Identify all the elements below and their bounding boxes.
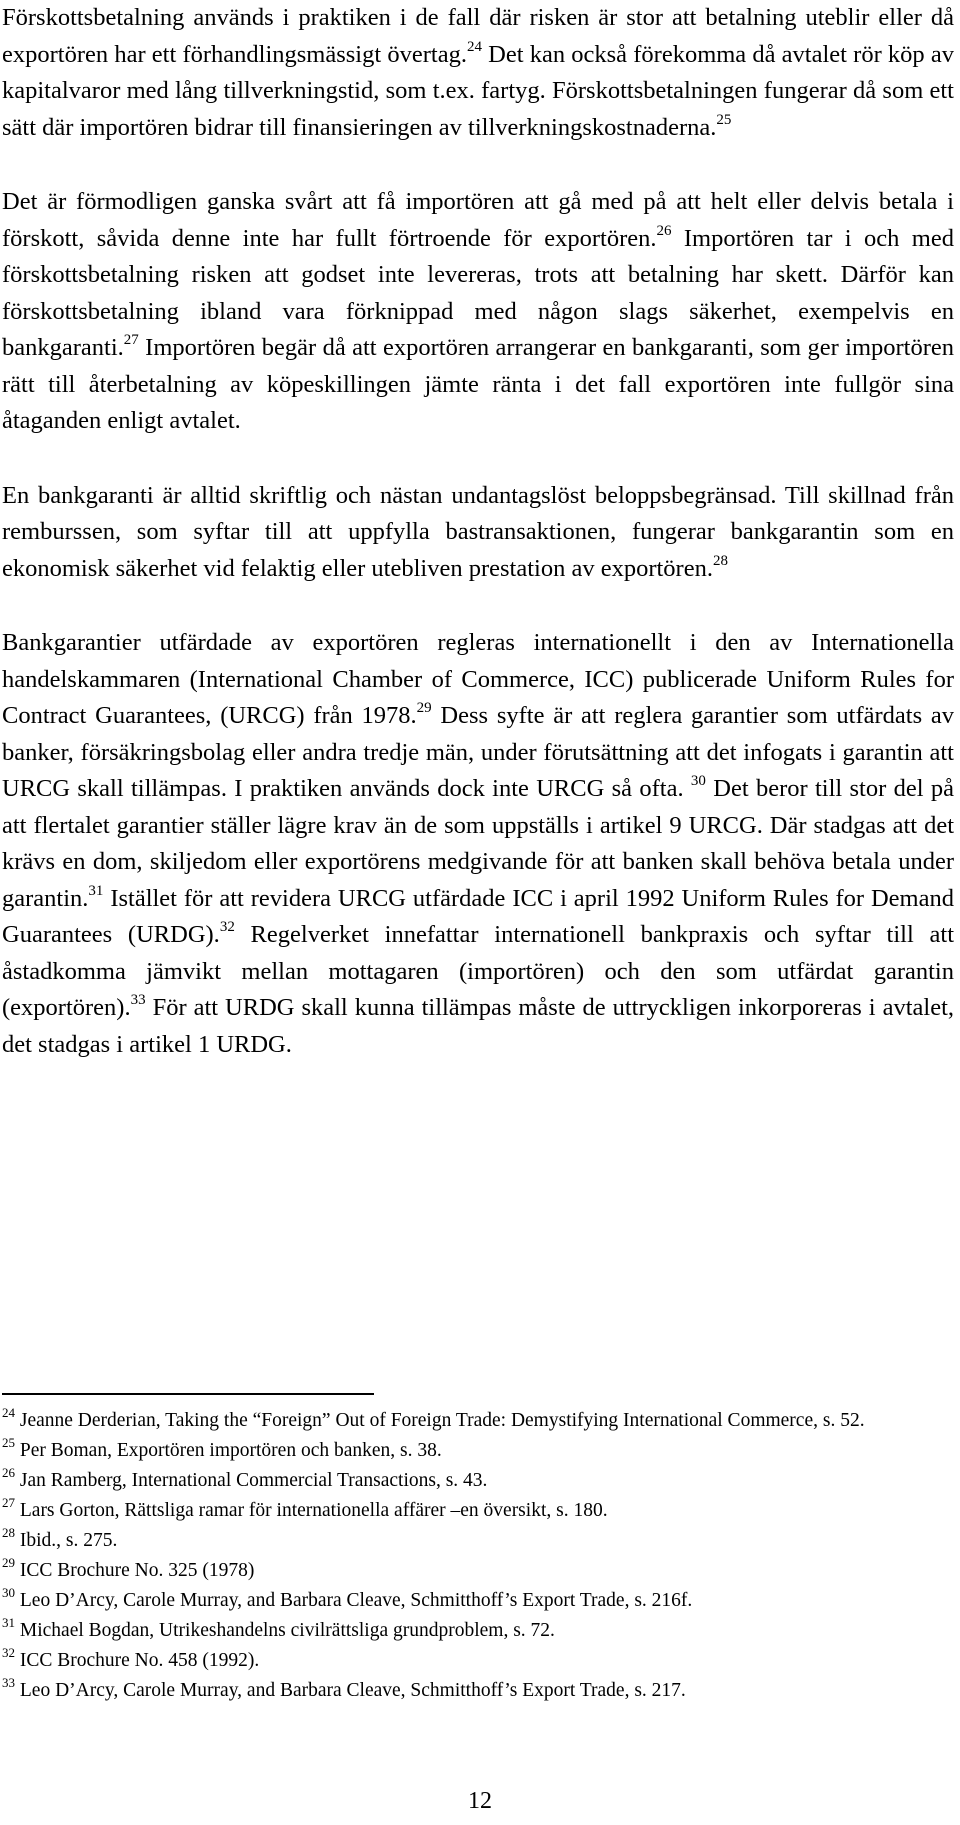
footnote-number: 30 xyxy=(2,1585,15,1600)
footnote-text: Per Boman, Exportören importören och banken, s. 38. xyxy=(15,1440,442,1461)
footnote-number: 33 xyxy=(2,1675,15,1690)
paragraph-text: För att URDG skall kunna tillämpas måste de uttryckligen inkorporeras i avtalet, det stadgas i artikel 1 URDG. xyxy=(2,994,954,1058)
paragraph-text: Bankgarantier utfärdade av exportören regleras internationellt i den av Internationella handelskammaren (International Chamber of Commerce, ICC) publicerade Uniform Rules for Contract Guarantees, (URCG) från 1978. xyxy=(2,629,954,729)
footnote-reference: 31 xyxy=(88,882,104,899)
footnote-text: Ibid., s. 275. xyxy=(15,1530,118,1551)
footnote xyxy=(2,1646,954,1676)
footnote-text: Michael Bogdan, Utrikeshandelns civilrättsliga grundproblem, s. 72. xyxy=(15,1620,555,1641)
footnote xyxy=(2,1526,954,1556)
footnote-text: ICC Brochure No. 325 (1978) xyxy=(15,1560,255,1581)
footnote-number: 31 xyxy=(2,1615,15,1630)
footnote-number: 26 xyxy=(2,1465,15,1480)
footnote-number: 24 xyxy=(2,1405,15,1420)
footnote-reference: 24 xyxy=(466,38,482,55)
footnote xyxy=(2,1436,954,1466)
footnote-divider xyxy=(2,1393,374,1395)
footnote-number: 29 xyxy=(2,1555,15,1570)
footnote-number: 28 xyxy=(2,1525,15,1540)
body-paragraph xyxy=(2,625,954,1063)
footnote-reference: 28 xyxy=(712,552,728,569)
footnote-reference: 27 xyxy=(123,332,139,348)
footnote-text: Jeanne Derderian, Taking the “Foreign” Out of Foreign Trade: Demystifying International Commerce, s. 52. xyxy=(15,1410,865,1431)
footnote-reference: 29 xyxy=(416,700,432,716)
footnote-number: 25 xyxy=(2,1435,15,1450)
paragraph-text: Importören tar i och med förskottsbetalning risken att godset inte levereras, trots att betalning har skett. Därför kan förskottsbetalning ibland vara förknippad med någon slags säkerhet, exempelvis en bankgaranti. xyxy=(2,224,954,361)
footnote xyxy=(2,1466,954,1496)
footnote xyxy=(2,1616,954,1646)
body-text xyxy=(2,0,954,1101)
footnote-text: ICC Brochure No. 458 (1992). xyxy=(15,1650,260,1671)
footnote-number: 32 xyxy=(2,1645,15,1660)
footnote-reference: 32 xyxy=(219,919,235,935)
body-paragraph xyxy=(2,184,954,440)
paragraph-text: Importören begär då att exportören arrangerar en bankgaranti, som ger importören rätt till återbetalning av köpeskillingen jämte ränta i det fall exportören inte fullgör sina åtaganden enligt avtalet. xyxy=(2,334,954,434)
paragraph-text: Regelverket innefattar internationell bankpraxis och syftar till att åstadkomma jämvikt mellan mottagaren (importören) och den som utfärdat garantin (exportören). xyxy=(2,921,955,1021)
footnote-reference: 25 xyxy=(716,111,732,128)
footnote-reference: 33 xyxy=(130,992,146,1008)
footnote xyxy=(2,1586,954,1616)
footnote-text: Lars Gorton, Rättsliga ramar för internationella affärer –en översikt, s. 180. xyxy=(15,1500,608,1521)
body-paragraph xyxy=(2,478,954,588)
paragraph-text: Dess syfte är att reglera garantier som utfärdats av banker, försäkringsbolag eller andra tredje män, under förutsättning att det infogats i garantin att URCG skall tillämpas. I praktiken används dock inte URCG så ofta. xyxy=(2,702,954,802)
footnote-reference: 26 xyxy=(656,222,672,239)
footnote-reference: 30 xyxy=(690,773,706,789)
footnote-text: Jan Ramberg, International Commercial Transactions, s. 43. xyxy=(15,1470,488,1491)
paragraph-text: En bankgaranti är alltid skriftlig och nästan undantagslöst beloppsbegränsad. Till skillnad från remburssen, som syftar till att uppfylla bastransaktionen, fungerar bankgarantin som en ekonomisk säkerhet vid felaktig eller utebliven prestation av exportören. xyxy=(2,481,954,582)
paragraph-text: Det är förmodligen ganska svårt att få importören att gå med på att helt eller delvis betala i förskott, såvida denne inte har fullt förtroende för exportören. xyxy=(2,188,954,252)
footnote-number: 27 xyxy=(2,1495,15,1510)
paragraph-text: Istället för att revidera URCG utfärdade ICC i april 1992 Uniform Rules for Demand Guarantees (URDG). xyxy=(2,884,954,948)
footnote xyxy=(2,1676,954,1706)
footnotes-section xyxy=(2,1406,954,1706)
paragraph-text: Det kan också förekomma då avtalet rör köp av kapitalvaror med lång tillverkningstid, som t.ex. fartyg. Förskottsbetalningen fungerar då som ett sätt där importören bidrar till finansieringen av tillverkningskostnaderna. xyxy=(2,40,954,141)
page-number: 12 xyxy=(468,1788,492,1814)
paragraph-text: Förskottsbetalning används i praktiken i de fall där risken är stor att betalning uteblir eller då exportören har ett förhandlingsmässigt övertag. xyxy=(2,4,954,68)
footnote-text: Leo D’Arcy, Carole Murray, and Barbara Cleave, Schmitthoff’s Export Trade, s. 216f. xyxy=(15,1590,693,1611)
body-paragraph xyxy=(2,0,954,146)
footnote xyxy=(2,1556,954,1586)
footnote xyxy=(2,1406,954,1436)
footnote-text: Leo D’Arcy, Carole Murray, and Barbara Cleave, Schmitthoff’s Export Trade, s. 217. xyxy=(15,1680,686,1701)
footnote xyxy=(2,1496,954,1526)
paragraph-text: Det beror till stor del på att flertalet garantier ställer lägre krav än de som uppställs i artikel 9 URCG. Där stadgas att det krävs en dom, skiljedom eller exportörens medgivande för att banken skall behöva betala under garantin. xyxy=(2,775,954,912)
